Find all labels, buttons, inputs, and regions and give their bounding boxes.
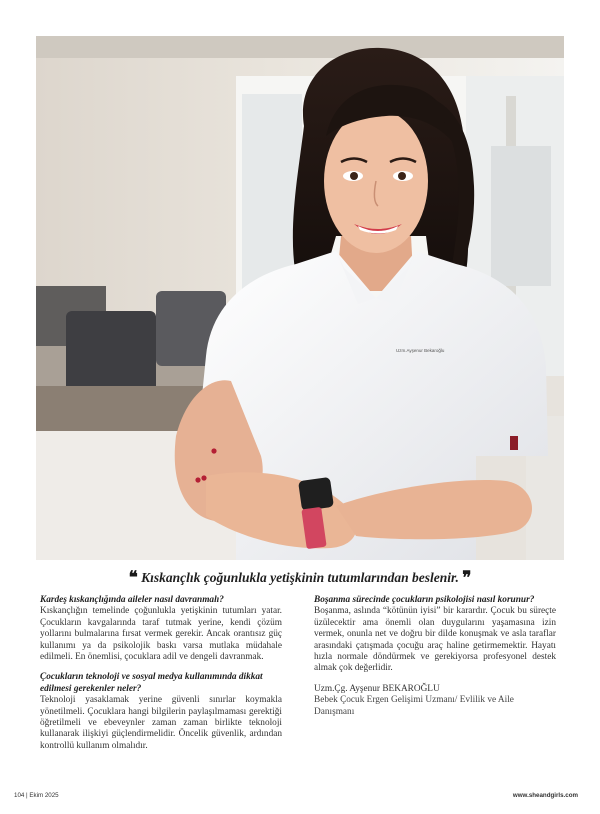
question-heading-3: Boşanma sürecinde çocukların psikolojisi nasıl korunur?: [314, 595, 535, 605]
question-heading-1: Kardeş kıskançlığında aileler nasıl davranmalı?: [40, 595, 224, 605]
website-url: www.sheandgirls.com: [512, 792, 578, 799]
pull-quote-text: Kıskançlık çoğunlukla yetişkinin tutumlarından beslenir.: [141, 570, 459, 585]
author-title: Bebek Çocuk Ergen Gelişimi Uzmanı/ Evlilik ve Aile Danışmanı: [314, 695, 514, 717]
answer-paragraph-3: Boşanma, aslında “kötünün iyisi” bir karardır. Çocuk bu süreçte üzülecektir ama önemli olan duygularını yaşamasına izin vermek, onunla net ve doğru bir dilde konuşmak ve asla taraflar arasındaki çatışmada çocuğu araç haline getirmemektir. Hayatı hızla normale döndürmek ve gerekiyorsa profesyonel destek almak çok değerlidir.: [314, 606, 556, 674]
author-name: Uzm.Çg. Ayşenur BEKAROĞLU: [314, 683, 440, 694]
question-heading-2: Çocukların teknoloji ve sosyal medya kullanımında dikkat edilmesi gerekenler neler?: [40, 672, 263, 694]
portrait-photo: [36, 36, 564, 560]
left-column: [40, 595, 282, 752]
shirt-badge-text: Uzm.Ayşenur Bekaroğlu: [396, 348, 445, 353]
portrait-illustration: [36, 36, 564, 560]
page-number: 104 | Ekim 2025: [14, 792, 59, 799]
right-column: [314, 595, 556, 718]
close-quote-icon: ❞: [462, 568, 472, 587]
pull-quote: [36, 568, 564, 588]
answer-paragraph-2: Teknoloji yasaklamak yerine güvenli sınırlar koymakla yönetilmeli. Çocuklara hangi bilgilerin paylaşılmaması gerektiği öğretilmeli ve ebeveynler zaman zaman birlikte teknoloji kullanarak ilişkiyi güçlendirmelidir. Öncelik güvenlik, ardından kontrollü kullanım olmalıdır.: [40, 695, 282, 751]
open-quote-icon: ❝: [128, 568, 138, 587]
answer-paragraph-1: Kıskançlığın temelinde çoğunlukla yetişkinin tutumları yatar. Çocukların kavgalarında taraf tutmak yerine, kendi çözüm yollarını bulmalarına fırsat vermek gerekir. Ancak orantısız güç kullanımı ya da psikolojik baskı varsa mutlaka müdahale edilmeli. En önemlisi, çocuklara adil ve dengeli davranmak.: [40, 606, 282, 663]
